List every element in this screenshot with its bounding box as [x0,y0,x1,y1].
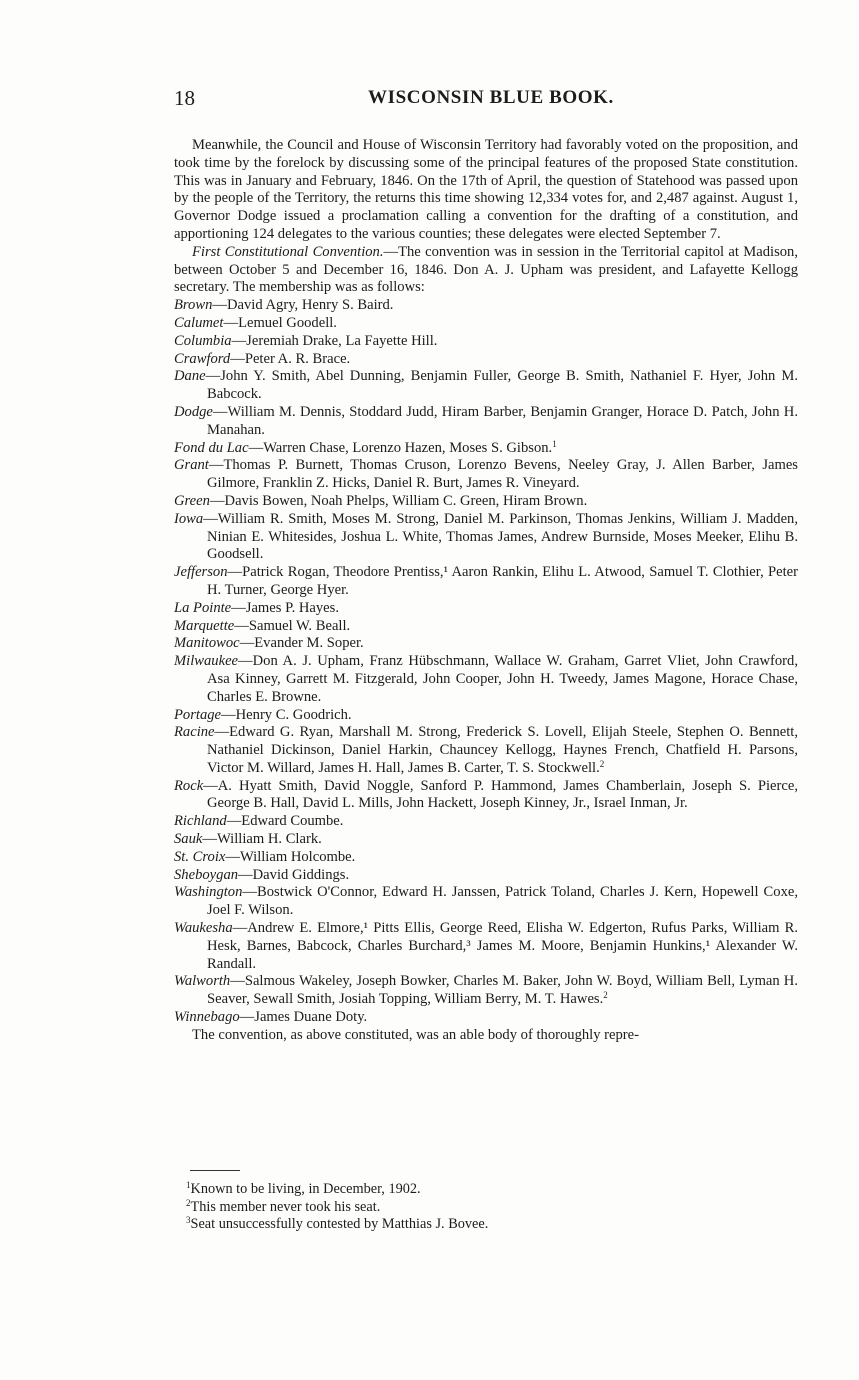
county-name: Milwaukee [174,653,239,670]
convention-text: —The convention was in session in the Territorial capitol at Madison, between October 5 and December 16, 1846. Don A. J. Upham was president, and Lafayette Kellogg secretary. The membership was as follows: [174,243,798,296]
member-entry [174,351,798,369]
county-name: Manitowoc [174,635,240,652]
footnote-marker: 1 [552,438,557,449]
county-name: Grant [174,457,209,474]
member-entry [174,707,798,725]
footnote-rule [190,1170,240,1171]
county-name: Sauk [174,831,203,848]
county-name: Columbia [174,332,232,349]
delegate-names: —Evander M. Soper. [239,635,364,652]
intro-paragraph: Meanwhile, the Council and House of Wisconsin Territory had favorably voted on the proposition, and took time by the forelock by discussing some of the principal features of the proposed State constitution. This was in January and February, 1846. On the 17th of April, the question of Statehood was passed upon by the people of the Territory, the returns this time showing 12,334 votes for, and 2,487 against. August 1, Governor Dodge issued a proclamation calling a convention for the drafting of a constitution, and apportioning 124 delegates to the various counties; these delegates were elected September 7. [174,137,798,242]
delegate-names: —David Giddings. [238,866,350,883]
member-entry [174,600,798,618]
delegate-names: —Patrick Rogan, Theodore Prentiss,¹ Aaron Rankin, Elihu L. Atwood, Samuel T. Clothier, Peter H. Turner, George Hyer. [207,564,798,598]
footnote [186,1181,686,1199]
delegate-names: —A. Hyatt Smith, David Noggle, Sanford P. Hammond, James Chamberlain, Joseph S. Pierce, George B. Hall, David L. Mills, John Hackett, Joseph Kinney, Jr., Israel Inman, Jr. [203,777,798,812]
member-entry [174,778,798,814]
footnote [186,1199,686,1217]
county-name: Calumet [174,314,224,331]
county-name: Racine [174,724,215,741]
county-name: Crawford [174,350,231,367]
footnote-marker: 2 [603,990,608,1001]
body-text [174,137,798,1045]
member-entry [174,867,798,885]
running-title: WISCONSIN BLUE BOOK. [368,87,614,108]
delegate-names: —William H. Clark. [202,831,322,848]
footnote-marker: 2 [599,758,605,769]
footnote-text: Seat unsuccessfully contested by Matthias J. Bovee. [190,1216,489,1233]
county-name: Dodge [174,403,213,420]
delegate-names: —James Duane Doty. [239,1009,368,1026]
county-name: Winnebago [174,1009,240,1026]
county-name: Iowa [174,510,204,527]
member-entry [174,297,798,315]
delegate-names: —William M. Dennis, Stoddard Judd, Hiram Barber, Benjamin Granger, Horace D. Patch, John H. Manahan. [207,403,798,438]
county-name: Walworth [174,973,231,990]
delegate-names: —Bostwick O'Connor, Edward H. Janssen, Patrick Toland, Charles J. Kern, Hopewell Coxe, Joel F. Wilson. [207,884,798,919]
delegate-names: —Edward G. Ryan, Marshall M. Strong, Frederick S. Lovell, Elijah Steele, Stephen O. Bennett, Nathaniel Dickinson, Daniel Harkin, Chauncey Kellogg, Haynes French, Chatfield H. Parsons, Victor M. Willard, James H. Hall, James B. Carter, T. S. Stockwell. [207,724,798,776]
delegate-names: —Henry C. Goodrich. [221,706,352,723]
delegate-names: —John Y. Smith, Abel Dunning, Benjamin Fuller, George B. Smith, Nathaniel F. Hyer, John M. Babcock. [205,368,798,403]
delegate-names: —Samuel W. Beall. [234,617,351,634]
county-name: Sheboygan [174,866,239,883]
convention-paragraph [174,244,798,297]
membership-list [174,297,798,1027]
member-entry [174,333,798,351]
footnote-mark: 1 [186,1180,191,1190]
county-name: Rock [174,777,204,794]
county-name: Brown [174,297,213,314]
closing-paragraph: The convention, as above constituted, was an able body of thoroughly repre- [192,1026,640,1043]
county-name: Richland [174,813,227,830]
page-header [174,86,794,112]
delegate-names: —Warren Chase, Lorenzo Hazen, Moses S. Gibson. [248,439,553,456]
delegate-names: —Edward Coumbe. [226,813,344,830]
delegate-names: —Peter A. R. Brace. [230,350,351,367]
member-entry [174,813,798,831]
footnote-text: Known to be living, in December, 1902. [190,1181,421,1197]
footnote-mark: 3 [186,1215,191,1226]
member-entry [174,724,798,777]
footnote-mark: 2 [186,1197,191,1208]
member-entry [174,831,798,849]
delegate-names: —William R. Smith, Moses M. Strong, Daniel M. Parkinson, Thomas Jenkins, William J. Madden, Ninian E. Whitesides, Joshua L. White, Thomas James, Andrew Burnside, Moses Meeker, Elihu B. Goodsell. [203,510,798,563]
member-entry [174,920,798,973]
member-entry [174,849,798,867]
member-entry [174,511,798,564]
county-name: Washington [174,884,243,901]
convention-heading: First Constitutional Convention. [192,243,384,260]
delegate-names: —David Agry, Henry S. Baird. [212,297,394,314]
member-entry [174,618,798,636]
delegate-names: —Andrew E. Elmore,¹ Pitts Ellis, George Reed, Elisha W. Edgerton, Rufus Parks, William R. Hesk, Barnes, Babcock, Charles Burchard,³ James M. Moore, Benjamin Hunkins,¹ Alexander W. Randall. [207,920,798,972]
delegate-names: —William Holcombe. [225,848,356,865]
member-entry [174,973,798,1009]
county-name: Green [174,492,210,509]
delegate-names: —Jeremiah Drake, La Fayette Hill. [231,332,438,349]
county-name: La Pointe [174,599,232,616]
county-name: Dane [174,368,206,385]
member-entry [174,315,798,333]
member-entry [174,440,798,458]
member-entry [174,564,798,600]
member-entry [174,635,798,653]
county-name: Marquette [174,617,235,634]
delegate-names: —Thomas P. Burnett, Thomas Cruson, Lorenzo Bevens, Neeley Gray, J. Allen Barber, James Gilmore, Franklin Z. Hicks, Daniel R. Burt, James R. Vineyard. [207,457,798,492]
delegate-names: —Davis Bowen, Noah Phelps, William C. Green, Hiram Brown. [209,492,588,509]
county-name: Jefferson [174,564,228,581]
member-entry [174,493,798,511]
footnote [186,1216,686,1234]
footnote-text: This member never took his seat. [190,1198,381,1215]
member-entry [174,368,798,404]
member-entry [174,1009,798,1027]
county-name: St. Croix [174,848,226,865]
member-entry [174,653,798,706]
county-name: Waukesha [174,920,233,937]
member-entry [174,884,798,920]
delegate-names: —James P. Hayes. [231,599,339,616]
delegate-names: —Don A. J. Upham, Franz Hübschmann, Wallace W. Graham, Garret Vliet, John Crawford, Asa Kinney, Garrett M. Fitzgerald, John Cooper, John H. Tweedy, James Magone, Horace Chase, Charles E. Browne. [207,653,798,705]
page-number: 18 [174,86,195,110]
footnotes [186,1181,686,1234]
county-name: Fond du Lac [174,439,249,456]
county-name: Portage [174,706,222,723]
delegate-names: —Salmous Wakeley, Joseph Bowker, Charles M. Baker, John W. Boyd, William Bell, Lyman H. Seaver, Sewall Smith, Josiah Topping, William Berry, M. T. Hawes. [207,973,798,1008]
member-entry [174,457,798,493]
member-entry [174,404,798,440]
delegate-names: —Lemuel Goodell. [223,314,337,331]
